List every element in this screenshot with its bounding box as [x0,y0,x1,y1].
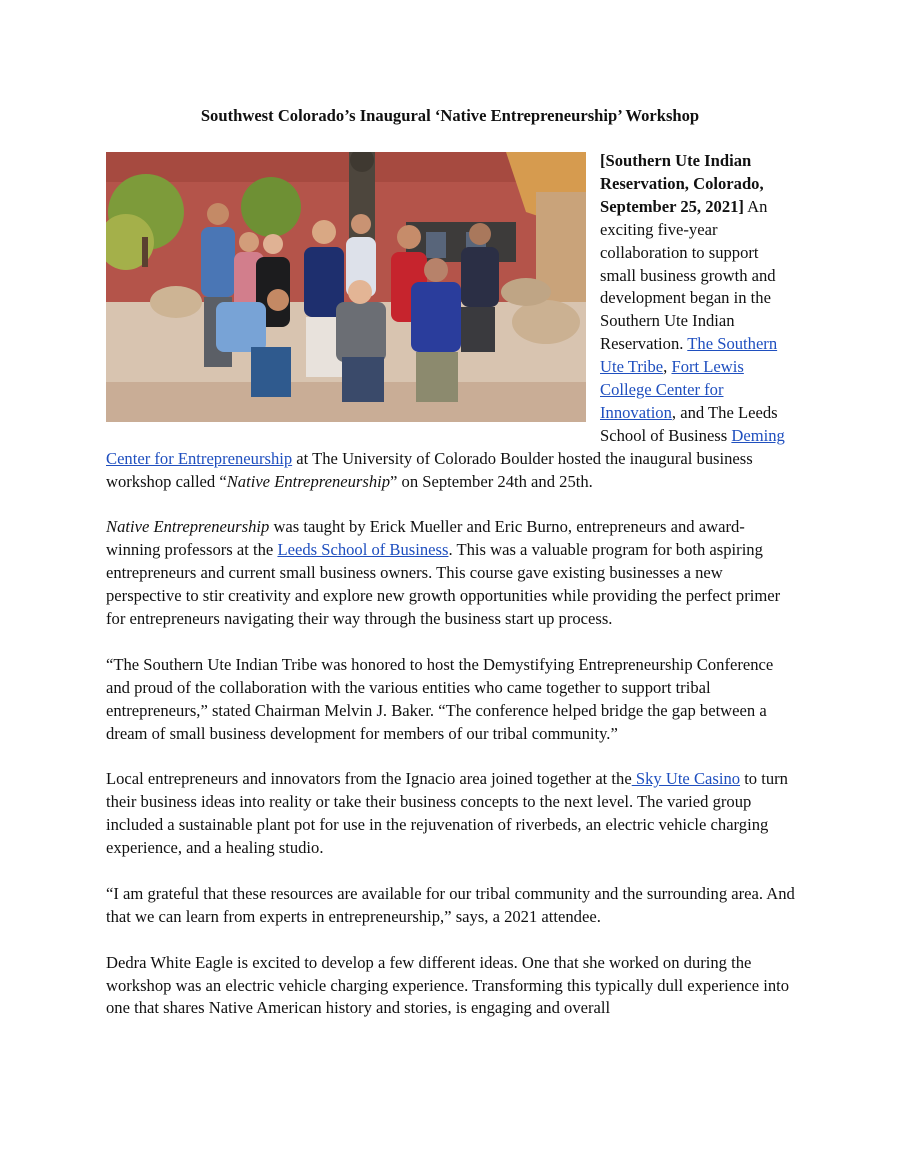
p1-text-5: ” on September 24th and 25th. [390,471,593,491]
fort-lewis-college-link[interactable]: Fort Lewis College Center for Innovation [600,357,744,422]
paragraph-6: Dedra White Eagle is excited to develop a few different ideas. One that she worked on during the workshop was an electric vehicle charging experience. Transforming this typically dull experience into one that shares Native American history and stories, is engaging and overall [106,952,790,1018]
leeds-school-link[interactable]: Leeds School of Business [277,540,449,560]
southern-ute-tribe-link[interactable]: The Southern Ute Tribe [600,334,778,377]
group-photo-image [106,152,586,422]
paragraph-3: “The Southern Ute Indian Tribe was honored to host the Demystifying Entrepreneurship Conference and proud of the collaboration with the various entities who came together to support tribal entrepreneurs,” stated Chairman Melvin J. Baker. “The conference helped bridge the gap between a dream of small business development for members of our tribal community.” [106,654,774,743]
p2-italic: Native Entrepreneurship [106,517,270,537]
deming-center-link[interactable]: Deming Center for Entrepreneurship [106,425,785,468]
dateline: [Southern Ute Indian Reservation, Colorado, September 25, 2021] [600,151,764,216]
p2-text-2: . This was a valuable program for both aspiring entrepreneurs and current small business owners. This course gave existing businesses a new perspective to stir creativity and explore new growth opportunities while providing the perfect primer for entrepreneurs navigating their way through the business start up process. [106,540,781,629]
paragraph-5: “I am grateful that these resources are available for our tribal community and the surrounding area. And that we can learn from experts in entrepreneurship,” says, a 2021 attendee. [106,883,795,926]
sky-ute-casino-link[interactable]: Sky Ute Casino [631,769,741,789]
paragraph-4 [106,768,796,860]
document-title: Southwest Colorado’s Inaugural ‘Native Entrepreneurship’ Workshop [200,106,700,125]
group-photo [106,152,586,422]
p4-text-1: Local entrepreneurs and innovators from the Ignacio area joined together at the [106,769,632,789]
article-body [106,150,796,1043]
p1-text-3: , and The Leeds School of Business [600,402,778,445]
p1-text-4: at The University of Colorado Boulder hosted the inaugural business workshop called “ [106,448,753,491]
p2-text-1: was taught by Erick Mueller and Eric Burno, entrepreneurs and award-winning professors at the [106,517,745,560]
paragraph-2 [106,516,796,631]
p4-text-2: to turn their business ideas into reality or take their business concepts to the next level. The varied group included a sustainable plant pot for use in the rejuvenation of riverbeds, an electric vehicle charging experience, and a healing studio. [106,769,788,858]
p1-text-2: , [663,357,672,377]
p1-text-1: An exciting five-year collaboration to support small business growth and development began in the Southern Ute Indian Reservation. [600,196,776,354]
p1-italic: Native Entrepreneurship [226,471,391,491]
